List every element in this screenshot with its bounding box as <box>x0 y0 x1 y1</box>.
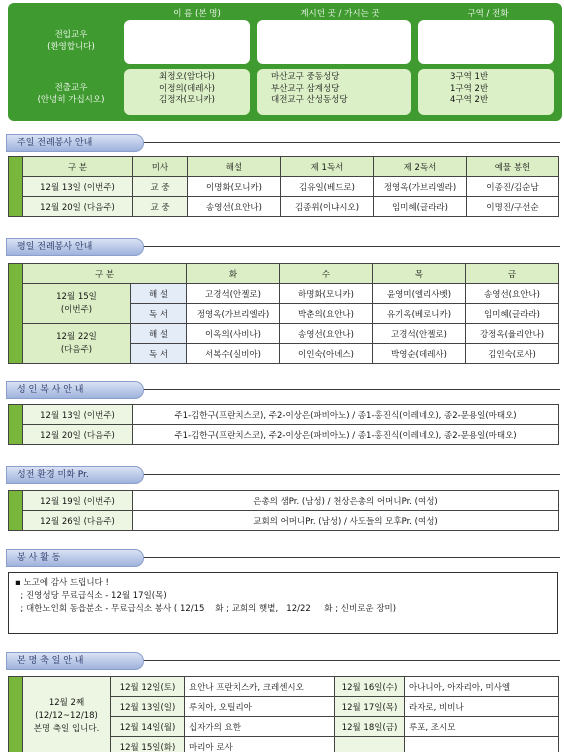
service-notice <box>8 572 558 634</box>
notice-line: ; 대한노인회 동읍분소 - 무료급식소 봉사 ( 12/15 화 ; 교회의 햇볕, 12/22 화 ; 신비로운 장미) <box>15 604 397 614</box>
table-row: 12월 13일(일) 루치아, 오틸리아 12월 17일(목) 라자로, 비비나 <box>9 697 559 717</box>
feast-table <box>8 676 559 752</box>
header-district: 구역 / 전화 <box>467 9 509 19</box>
section-bar <box>9 491 23 531</box>
section-title-weekday: 평일 전례봉사 안내 <box>6 238 144 256</box>
adult-table <box>8 404 559 445</box>
table-row: 12월 22일 (다음주) 해 설 이옥의(사비나) 송영선(요안나) 고경석(안젤로) 강정옥(율리안나) <box>9 324 559 344</box>
sunday-table <box>8 156 559 217</box>
table-row: 12월 20일 (다음주) 교 중 송영선(요안나) 김종위(이냐시오) 임미혜(글라라) 이명진/구선순 <box>9 197 559 217</box>
table-row: 12월 2째 (12/12~12/18) 본명 축일 입니다. 12월 12일(토) 요안나 프란치스카, 크레센시오 12월 16일(수) 아나니아, 아자리아, 미사엘 <box>9 677 559 697</box>
table-row: 12월 13일 (이번주) 교 중 이명화(모니카) 김유일(베드로) 정영옥(가브리엘라) 이종진/김순남 <box>9 177 559 197</box>
outgoing-label: 전출교우 (안녕히 가십시오) <box>37 83 105 105</box>
outgoing-name: 최정오(암다다) <box>159 72 215 82</box>
notice-line: ▪ 노고에 감사 드립니다 ! <box>15 578 109 588</box>
incoming-place-cell <box>257 20 411 64</box>
notice-line: ; 진영성당 무료급식소 - 12월 17일(목) <box>15 591 167 601</box>
parish-move-panel <box>8 3 562 121</box>
table-row: 12월 26일 (다음주) 교회의 어머니Pr. (남성) / 사도들의 모후Pr. (여성) <box>9 511 559 531</box>
section-title-service: 봉 사 활 동 <box>6 549 144 567</box>
section-title-feast: 본 명 축 일 안 내 <box>6 652 144 670</box>
outgoing-place: 마산교구 중동성당 <box>271 72 340 82</box>
feast-week-cell: 12월 2째 (12/12~12/18) 본명 축일 입니다. <box>23 677 111 752</box>
beautify-table <box>8 490 559 531</box>
outgoing-name-cell <box>124 69 250 115</box>
outgoing-name: 이정의(데레사) <box>159 83 215 94</box>
table-row: 독 서 정영옥(가브리엘라) 박춘의(요안나) 유기옥(베로니카) 임미혜(글라라) <box>9 304 559 324</box>
outgoing-place-cell <box>257 69 411 115</box>
table-row: 12월 14일(월) 십자가의 요한 12월 18일(금) 루포, 조시모 <box>9 717 559 737</box>
incoming-label: 전입교우 (환영합니다) <box>47 30 95 52</box>
table-row: 12월 13일 (이번주) 주1-김한구(프란치스코), 주2-이상은(파비아노) / 종1-홍진식(이레네오), 종2-문용일(마태오) <box>9 405 559 425</box>
outgoing-place: 대전교구 산성동성당 <box>271 95 348 105</box>
section-title-adult: 성 인 복 사 안 내 <box>6 381 144 399</box>
section-bar <box>9 157 23 217</box>
outgoing-district: 1구역 2반 <box>450 83 489 94</box>
table-header-row: 구 분 화 수 목 금 <box>9 264 559 284</box>
table-row: 독 서 서복수(실비아) 이인숙(아녜스) 박영순(데레사) 김인숙(로사) <box>9 344 559 364</box>
section-bar <box>9 677 23 752</box>
table-header-row: 구 분 미사 해설 제 1독서 제 2독서 예물 봉헌 <box>9 157 559 177</box>
incoming-name-cell <box>124 20 250 64</box>
outgoing-name: 김정자(모니카) <box>159 95 215 105</box>
table-row: 12월 19일 (이번주) 은총의 샘Pr. (남성) / 천상은총의 어머니Pr. (여성) <box>9 491 559 511</box>
section-title-beautify: 성전 환경 미화 Pr. <box>6 466 144 484</box>
week-date-cell: 12월 15일 (이번주) <box>23 284 131 324</box>
outgoing-place: 부산교구 삼계성당 <box>271 83 340 94</box>
week-date-cell: 12월 22일 (다음주) <box>23 324 131 364</box>
header-name: 이 름 (본 명) <box>173 9 221 19</box>
outgoing-district: 3구역 1반 <box>450 72 489 82</box>
header-place: 계시던 곳 / 가시는 곳 <box>300 9 380 19</box>
outgoing-district-cell <box>418 69 554 115</box>
incoming-district-cell <box>418 20 554 64</box>
section-bar <box>9 264 23 364</box>
outgoing-district: 4구역 2반 <box>450 95 489 105</box>
section-title-sunday: 주일 전례봉사 안내 <box>6 134 144 152</box>
section-bar <box>9 405 23 445</box>
table-row: 12월 15일(화) 마리아 로사 <box>9 737 559 752</box>
table-row: 12월 20일 (다음주) 주1-김한구(프란치스코), 주2-이상은(파비아노) / 종1-홍진식(이레네오), 종2-문용일(마태오) <box>9 425 559 445</box>
weekday-table <box>8 263 559 364</box>
table-row: 12월 15일 (이번주) 해 설 고경석(안젤로) 하명화(모니카) 윤영미(엘리사벳) 송영선(요안나) <box>9 284 559 304</box>
